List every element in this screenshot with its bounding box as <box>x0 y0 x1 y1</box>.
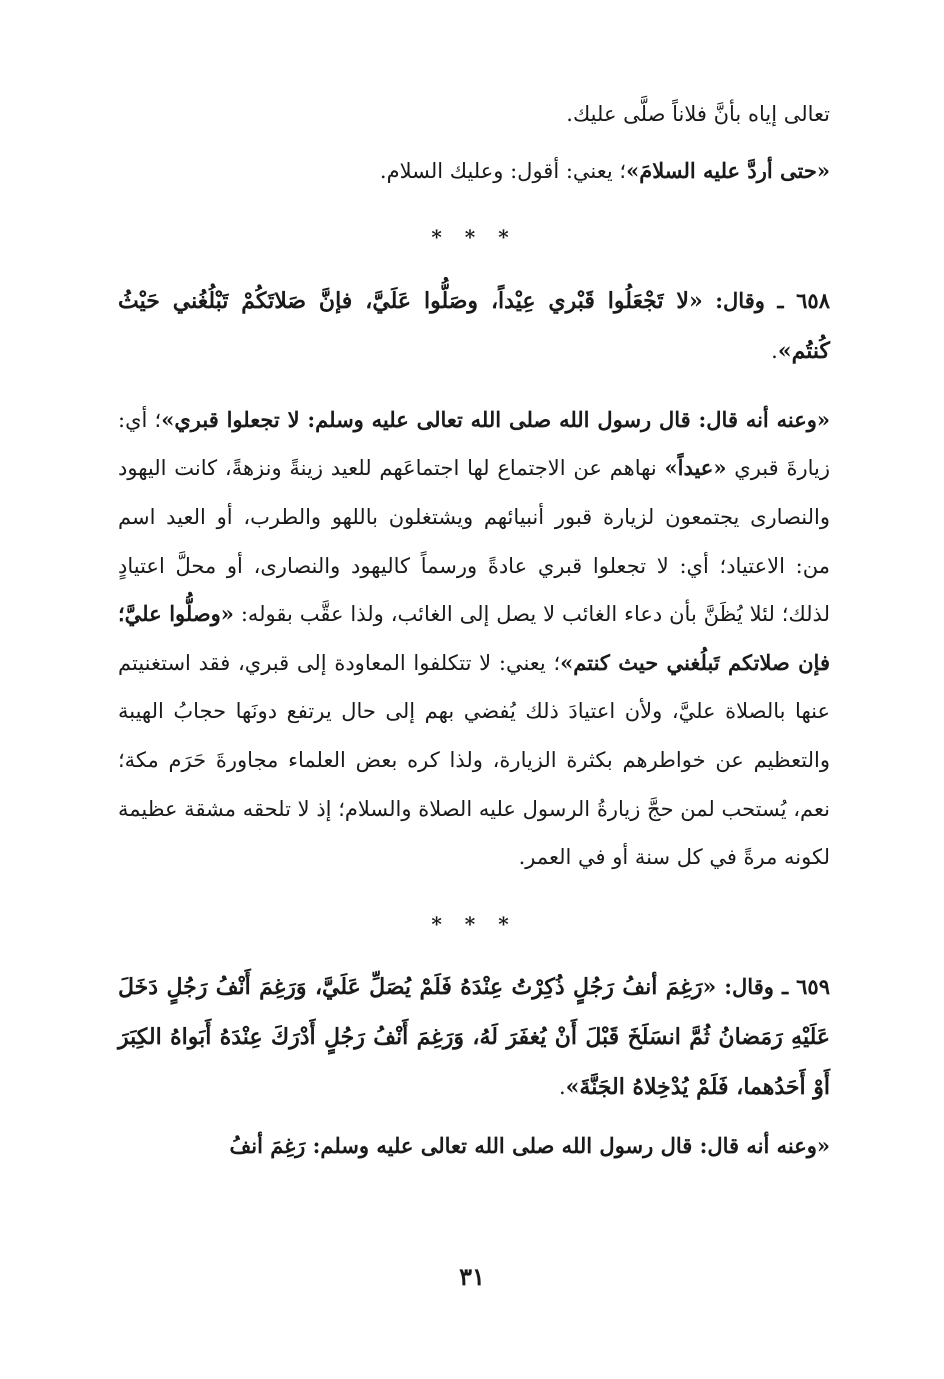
quoted-phrase: «وعنه أنه قال: قال رسول الله صلى الله تعالى عليه وسلم: رَغِمَ أنفُ <box>229 1133 830 1159</box>
quoted-phrase: «عيداً» <box>664 455 727 481</box>
quoted-phrase: «وصلُّوا عليَّ؛ فإن صلاتكم تَبلُغني حيث كنتم» <box>118 601 830 675</box>
page-number: ٣١ <box>459 1262 485 1291</box>
hadith-text: «رَغِمَ أنفُ رَجُلٍ ذُكِرْتُ عِنْدَهُ فَلَمْ يُصَلِّ عَلَيَّ، وَرَغِمَ أَنْفُ رَجُلٍ دَخَلَ عَلَيْهِ رَمَضانُ ثُمَّ انسَلَخَ قَبْلَ أَنْ يُغفَرَ لَهُ، وَرَغِمَ أَنْفُ رَجُلٍ أَدْرَكَ عِنْدَهُ أَبَواهُ الكِبَرَ أَوْ أَحَدُهما، فَلَمْ يُدْخِلاهُ الجَنَّةَ» <box>118 974 830 1101</box>
text-segment: ؛ أي: زيارةَ قبري <box>118 407 830 481</box>
hadith-number: ٦٥٩ ـ وقال: <box>716 974 830 1000</box>
section-separator: * * * <box>431 225 517 250</box>
text-line-2 <box>118 147 830 196</box>
page-content <box>118 90 830 1171</box>
text-line-1 <box>118 90 830 139</box>
hadith-end: . <box>771 338 778 363</box>
section-separator: * * * <box>431 911 517 936</box>
text-segment: نهاهم عن الاجتماع لها اجتماعَهم للعيد زينةً ونزهةً، كانت اليهود والنصارى يجتمعون لزيارة قبور أنبيائهم ويشتغلون باللهو والطرب، أو العيد اسم من: الاعتياد؛ أي: لا تجعلوا قبري عادةً ورسماً كاليهود والنصارى، أو محلَّ اعتيادٍ لذلك؛ لئلا يُظَنَّ بأن دعاء الغائب لا يصل إلى الغائب، ولذا عقَّب بقوله: <box>118 456 830 627</box>
commentary-658 <box>118 396 830 882</box>
text-segment: ؛ يعني: أقول: وعليك السلام. <box>379 158 627 183</box>
hadith-658 <box>118 276 830 376</box>
hadith-end: . <box>558 1075 566 1100</box>
text-segment: تعالى إياه بأنَّ فلاناً صلَّى عليك. <box>566 102 830 126</box>
quoted-phrase: «حتى أردَّ عليه السلامَ» <box>626 157 830 183</box>
hadith-text: «لا تَجْعَلُوا قَبْري عِيْداً، وصَلُّوا عَلَيَّ، فإنَّ صَلاتَكُمْ تَبْلُغُني حَيْثُ كُنتُم» <box>118 287 830 364</box>
text-segment: ؛ يعني: لا تتكلفوا المعاودة إلى قبري، فقد استغنيتم عنها بالصلاة عليَّ، ولأن اعتيادَ ذلك يُفضي بهم إلى حال يرتفع دونَها حجابُ الهيبة والتعظيم عن خواطرهم بكثرة الزيارة، ولذا كره بعض العلماء مجاورةَ حَرَم مكة؛ نعم، يُستحب لمن حجَّ زيارةُ الرسول عليه الصلاة والسلام؛ إذ لا تلحقه مشقة عظيمة لكونه مرةً في كل سنة أو في العمر. <box>118 650 830 870</box>
hadith-number: ٦٥٨ ـ وقال: <box>702 287 830 313</box>
quoted-phrase: «وعنه أنه قال: قال رسول الله صلى الله تعالى عليه وسلم: لا تجعلوا قبري» <box>161 406 830 432</box>
hadith-659 <box>118 962 830 1112</box>
commentary-659 <box>118 1122 830 1171</box>
